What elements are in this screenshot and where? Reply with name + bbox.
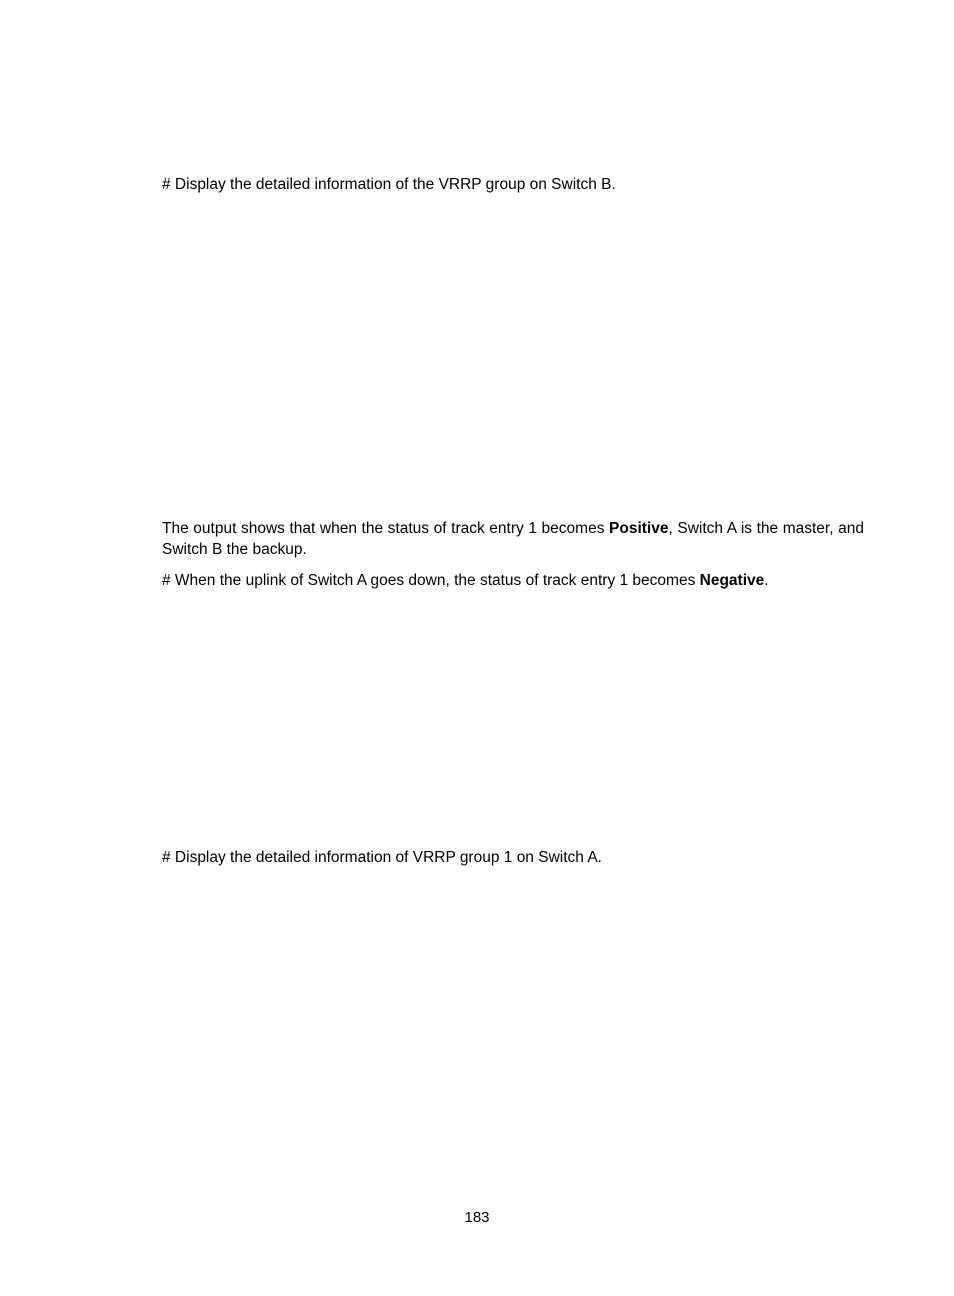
- instruction-uplink-down: [162, 570, 864, 591]
- output-explanation-paragraph: [162, 518, 864, 560]
- text-segment: # When the uplink of Switch A goes down, the status of track entry 1 becomes: [162, 572, 700, 589]
- text-segment: .: [764, 572, 769, 589]
- instruction-display-switch-a: # Display the detailed information of VRRP group 1 on Switch A.: [162, 849, 602, 866]
- text-segment: , Switch A is the master, and Switch B the backup.: [162, 520, 864, 558]
- instruction-display-switch-b: # Display the detailed information of the VRRP group on Switch B.: [162, 176, 616, 193]
- keyword-negative: Negative: [699, 572, 765, 589]
- page-number: 183: [464, 1209, 490, 1226]
- keyword-positive: Positive: [609, 520, 669, 537]
- text-segment: The output shows that when the status of track entry 1 becomes: [162, 520, 610, 537]
